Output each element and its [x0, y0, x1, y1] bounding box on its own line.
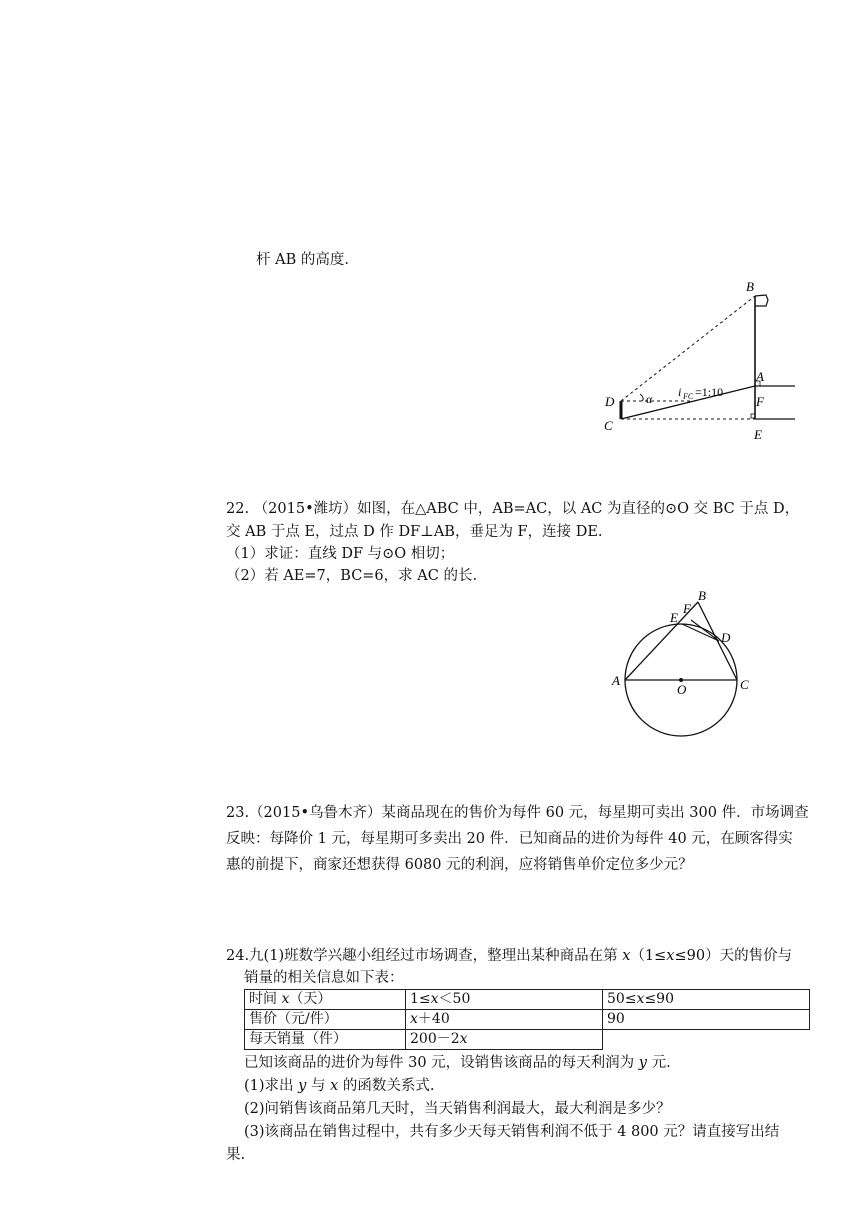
q22-line-1: 22. （2015•潍坊）如图，在△ABC 中，AB=AC，以 AC 为直径的⊙O 交 BC 于点 D， — [226, 501, 800, 517]
q22-line-2: 交 AB 于点 E，过点 D 作 DF⊥AB，垂足为 F，连接 DE. — [226, 524, 603, 540]
q24-info-table — [244, 989, 810, 1050]
q21-slope-sub: FC — [683, 392, 694, 401]
q22-circle-figure — [605, 582, 765, 742]
q24-line-3: 已知该商品的进价为每件 30 元，设销售该商品的每天利润为 y 元. — [244, 1055, 671, 1071]
table-cell: 90 — [603, 1010, 810, 1030]
table-row — [245, 1030, 810, 1050]
q22-label-d: D — [721, 630, 731, 645]
q23-line-1: 23.（2015•乌鲁木齐）某商品现在的售价为每件 60 元，每星期可卖出 300 件．市场调查 — [226, 805, 809, 821]
q24-line-1 — [226, 946, 792, 966]
q21-label-c: C — [604, 418, 613, 433]
table-cell-empty — [603, 1030, 810, 1050]
q21-label-f: F — [756, 394, 764, 409]
q22-label-e: E — [670, 610, 678, 625]
table-cell: 200－2x — [406, 1030, 603, 1050]
table-cell: 1≤x＜50 — [406, 990, 603, 1010]
q24-line-4: (1)求出 y 与 x 的函数关系式. — [244, 1078, 435, 1094]
q21-label-d: D — [605, 394, 615, 409]
q22-line-3: （1）求证：直线 DF 与⊙O 相切； — [226, 546, 455, 562]
q21-tail-text: 杆 AB 的高度. — [256, 252, 349, 268]
q21-flagpole-figure — [590, 272, 800, 452]
q22-label-a: A — [612, 673, 620, 688]
q22-label-b: B — [698, 588, 706, 603]
table-cell: 时间 x（天） — [245, 990, 406, 1010]
q22-label-f: F — [683, 601, 691, 616]
q24-line-2: 销量的相关信息如下表： — [244, 970, 404, 986]
q23-line-2: 反映：每降价 1 元，每星期可多卖出 20 件．已知商品的进价为每件 40 元，在顾客得实 — [226, 831, 793, 847]
q24-line-7: 果. — [226, 1147, 246, 1163]
q24-line-1-b: （1≤ — [630, 948, 667, 964]
table-cell: 每天销量（件） — [245, 1030, 406, 1050]
table-cell: 售价（元/件） — [245, 1010, 406, 1030]
table-row — [245, 1010, 810, 1030]
table-cell: x＋40 — [406, 1010, 603, 1030]
q22-label-o: O — [677, 682, 687, 697]
q21-slope-value: =1:10 — [695, 385, 724, 399]
q24-line-1-x2: x — [666, 948, 675, 964]
q24-line-5: (2)问销售该商品第几天时，当天销售利润最大，最大利润是多少？ — [244, 1101, 671, 1117]
q21-slope-i: i — [678, 385, 682, 399]
q21-label-e: E — [754, 427, 762, 442]
q21-label-b: B — [746, 279, 754, 294]
q24-line-1-c: ≤90）天的售价与 — [674, 948, 793, 964]
q24-line-1-a: 24.九(1)班数学兴趣小组经过市场调查，整理出某种商品在第 — [226, 948, 623, 964]
q21-label-a: A — [756, 369, 764, 384]
table-row — [245, 990, 810, 1010]
q21-label-alpha: α — [646, 392, 653, 406]
table-cell: 50≤x≤90 — [603, 990, 810, 1010]
q24-line-1-x: x — [622, 948, 631, 964]
q22-label-c: C — [740, 677, 749, 692]
q24-line-6: (3)该商品在销售过程中，共有多少天每天销售利润不低于 4 800 元？请直接写出结 — [244, 1124, 780, 1140]
q23-line-3: 惠的前提下，商家还想获得 6080 元的利润，应将销售单价定位多少元？ — [226, 857, 693, 873]
q22-line-4: （2）若 AE=7，BC=6，求 AC 的长. — [226, 568, 478, 584]
